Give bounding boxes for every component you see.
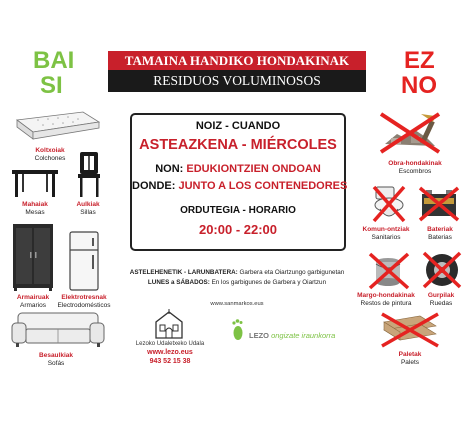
allowed-label-eu-4: Elektrotresnak	[61, 294, 107, 301]
hours-label: ORDUTEGIA - HORARIO	[180, 205, 296, 216]
note-eu-days: ASTELEHENETIK - LARUNBATERA:	[129, 269, 238, 276]
forbidden-label-eu-1: Komun-ontziak	[362, 226, 410, 233]
allowed-label-es-2: Sillas	[80, 209, 96, 216]
allowed-label-eu-5: Besaulkiak	[39, 352, 73, 359]
paint-can-icon	[364, 250, 414, 290]
forbidden-label-es-1: Sanitarios	[371, 234, 401, 241]
tyre-icon	[420, 250, 464, 290]
table-icon	[10, 166, 60, 198]
day-label: ASTEAZKENA - MIÉRCOLES	[139, 137, 337, 153]
pallet-icon	[378, 312, 442, 348]
forbidden-label-es-4: Ruedas	[429, 300, 453, 307]
title-eu-banner	[108, 51, 366, 70]
where-es-row	[132, 180, 348, 192]
yes-es-label: SI	[40, 72, 63, 99]
note-eu-text: Garbera eta Oiartzungo garbigunetan	[239, 269, 345, 276]
allowed-label-es-5: Sofás	[47, 360, 65, 367]
brand-a: LEZO	[249, 331, 269, 340]
council-name: Lezoko Udaletxeko Udala	[135, 341, 205, 347]
forbidden-label-eu-4: Gurpilak	[427, 292, 455, 299]
allowed-label-eu-3: Armairuak	[16, 294, 50, 301]
where-eu-label: NON:	[155, 163, 184, 175]
brand-text	[249, 331, 335, 340]
allowed-label-es-0: Colchones	[34, 155, 66, 162]
allowed-label-es-4: Electrodomésticos	[57, 302, 111, 309]
battery-icon	[418, 186, 462, 222]
allowed-label-es-3: Armarios	[19, 302, 46, 309]
sofa-icon	[10, 309, 106, 349]
title-es: RESIDUOS VOLUMINOSOS	[153, 73, 321, 88]
wardrobe-icon	[11, 222, 55, 292]
yes-eu-label: BAI	[33, 47, 75, 74]
allowed-label-es-1: Mesas	[25, 209, 45, 216]
note-es-days: LUNES a SÁBADOS:	[147, 279, 210, 286]
website-link[interactable]: www.sanmarkos.eus	[210, 301, 264, 307]
where-es-label: DONDE:	[132, 180, 176, 192]
council-web[interactable]: www.lezo.eus	[147, 349, 193, 356]
chair-icon	[74, 150, 104, 198]
where-eu-text: EDUKIONTZIEN ONDOAN	[186, 163, 321, 175]
no-es-label: NO	[401, 72, 437, 99]
forbidden-label-eu-5: Paletak	[398, 351, 422, 358]
brand-b: ongizate iraunkorra	[271, 331, 336, 340]
no-eu-label: EZ	[404, 47, 435, 74]
forbidden-label-eu-3: Margo-hondakinak	[357, 292, 415, 299]
forbidden-label-es-5: Palets	[400, 359, 420, 366]
note-eu	[110, 269, 364, 276]
allowed-label-eu-1: Mahaiak	[22, 201, 48, 208]
forbidden-label-eu-0: Obra-hondakinak	[388, 160, 442, 167]
where-eu-row	[132, 163, 344, 175]
note-es-text: En los garbigunes de Garbera y Oiartzun	[211, 279, 327, 286]
council-phone: 943 52 15 38	[149, 358, 191, 365]
forbidden-label-es-2: Baterias	[428, 234, 452, 241]
when-label: NOIZ - CUANDO	[195, 120, 281, 132]
toilet-icon	[370, 183, 408, 225]
rubble-icon	[375, 108, 447, 156]
forbidden-label-es-3: Restos de pintura	[360, 300, 412, 307]
council-logo-icon	[152, 308, 186, 340]
footprint-logo-icon	[231, 318, 245, 342]
where-es-text: JUNTO A LOS CONTENEDORES	[178, 180, 348, 192]
allowed-label-eu-2: Aulkiak	[76, 201, 100, 208]
forbidden-label-es-0: Escombros	[398, 168, 432, 175]
fridge-icon	[67, 230, 101, 292]
title-eu: TAMAINA HANDIKO HONDAKINAK	[124, 53, 350, 68]
forbidden-label-eu-2: Bateriak	[427, 226, 453, 233]
hours-value: 20:00 - 22:00	[198, 222, 278, 237]
mattress-icon	[13, 108, 101, 140]
allowed-label-eu-0: Koltxoiak	[35, 147, 65, 154]
title-es-banner	[108, 70, 366, 92]
note-es	[110, 279, 364, 286]
